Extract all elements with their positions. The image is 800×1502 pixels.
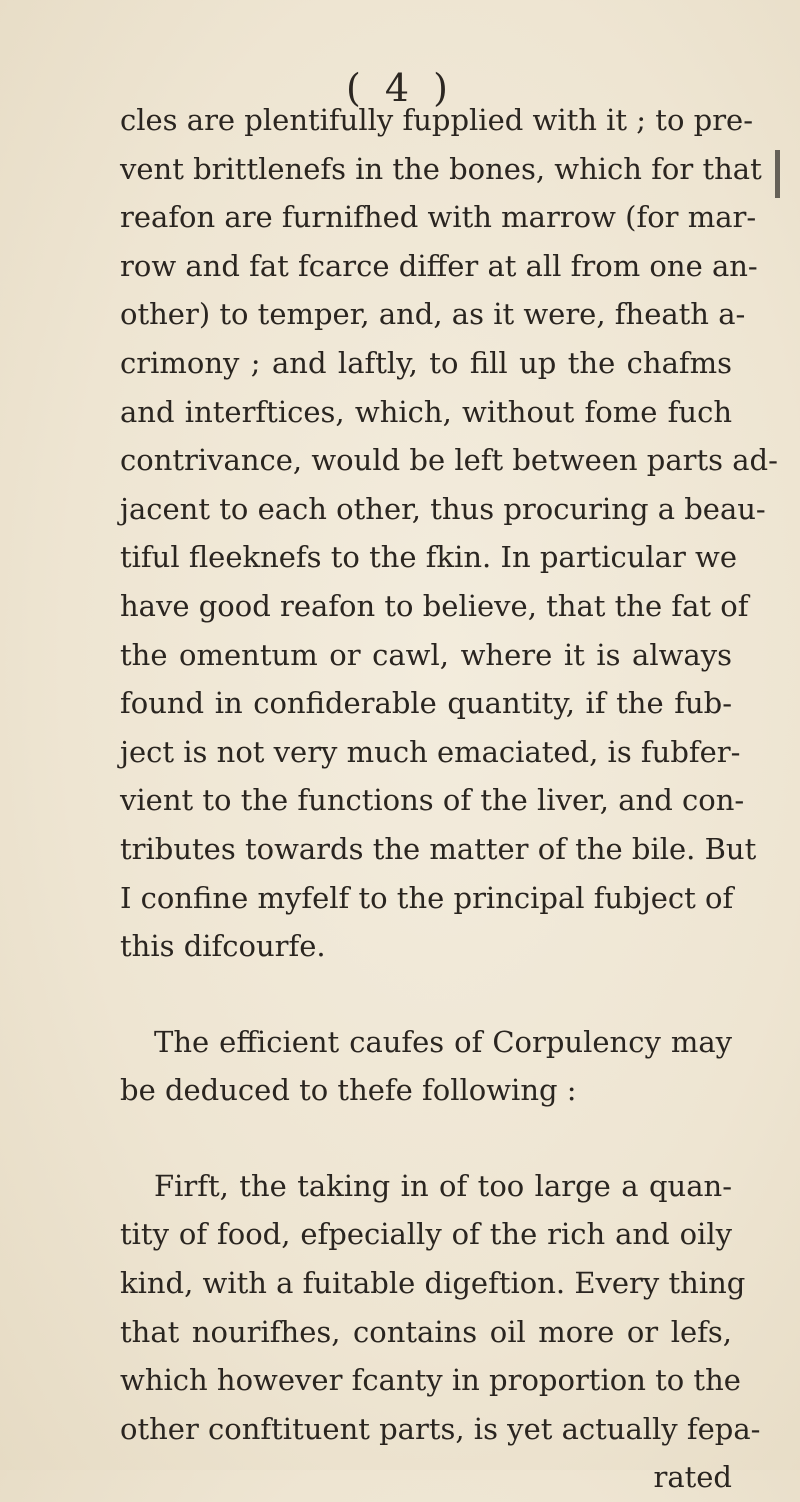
text-line: kind, with a fuitable digeftion. Every thing — [120, 1266, 746, 1301]
text-line: The efficient caufes of Corpulency may — [154, 1024, 732, 1059]
text-line: jacent to each other, thus procuring a beau- — [120, 491, 766, 526]
text-line: vent brittlenefs in the bones, which for that — [120, 151, 762, 186]
text-line: which however fcanty in proportion to the — [120, 1363, 741, 1398]
text-line: and interftices, which, without fome fuch — [120, 394, 732, 429]
page-number: ( 4 ) — [346, 66, 454, 110]
text-line: tributes towards the matter of the bile. But — [120, 831, 757, 866]
text-line: contrivance, would be left between parts ad- — [120, 443, 778, 478]
text-line: found in confiderable quantity, if the fub- — [120, 686, 732, 721]
text-line: ject is not very much emaciated, is fubfer- — [120, 734, 741, 769]
text-line: the omentum or cawl, where it is always — [120, 637, 732, 672]
paragraph-gap — [120, 971, 732, 1018]
text-line: other) to temper, and, as it were, fheath a- — [120, 297, 746, 332]
body-text — [120, 96, 778, 1502]
text-line: reafon are furnifhed with marrow (for mar- — [120, 200, 757, 235]
text-line: that nourifhes, contains oil more or lefs, — [120, 1314, 732, 1349]
catchword: rated — [653, 1460, 732, 1495]
text-line: tity of food, efpecially of the rich and oily — [120, 1217, 732, 1252]
text-line: Firft, the taking in of too large a quan- — [154, 1168, 732, 1203]
paragraph-gap — [120, 1115, 732, 1162]
text-line: I confine myfelf to the principal fubject of — [120, 880, 734, 915]
text-line: other conftituent parts, is yet actually fepa- — [120, 1411, 761, 1446]
text-line: cles are plentifully fupplied with it ; to pre- — [120, 103, 754, 137]
text-line: have good reafon to believe, that the fat of — [120, 588, 749, 623]
text-line: row and fat fcarce differ at all from one an- — [120, 248, 758, 283]
text-line: crimony ; and laftly, to fill up the chafms — [120, 345, 732, 380]
text-line: this difcourfe. — [120, 929, 326, 964]
text-line: tiful fleeknefs to the fkin. In particular we — [120, 540, 738, 575]
margin-mark — [775, 150, 780, 198]
text-line: be deduced to thefe following : — [120, 1073, 577, 1108]
text-line: vient to the functions of the liver, and con- — [120, 783, 745, 818]
